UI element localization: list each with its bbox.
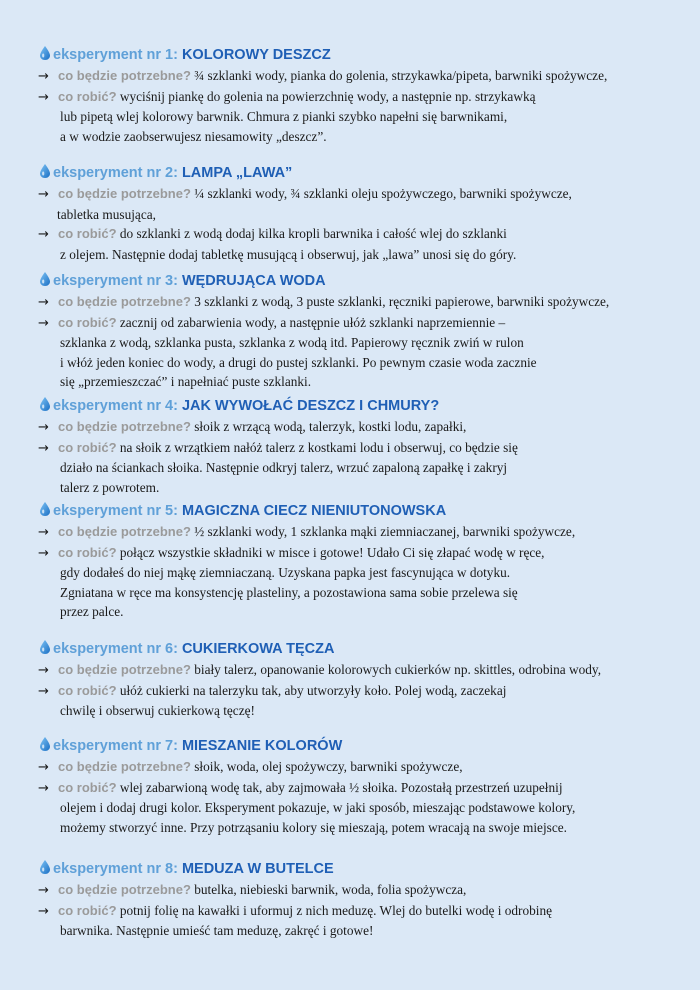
requirements-text: butelka, niebieski barwnik, woda, folia spożywcza, bbox=[194, 882, 467, 897]
instructions-label: co robić? bbox=[58, 779, 117, 795]
water-drop-icon bbox=[38, 501, 52, 517]
requirements-text: 3 szklanki z wodą, 3 puste szklanki, ręczniki papierowe, barwniki spożywcze, bbox=[194, 294, 610, 309]
requirements-label: co będzie potrzebne? bbox=[58, 419, 191, 434]
experiment-title bbox=[38, 500, 678, 522]
experiment-section bbox=[38, 44, 678, 146]
requirements-label: co będzie potrzebne? bbox=[58, 68, 191, 83]
arrow-right-icon: → bbox=[38, 683, 49, 699]
experiment-section bbox=[38, 735, 678, 837]
instructions-text: talerz z powrotem. bbox=[60, 479, 160, 495]
requirements-line bbox=[38, 522, 678, 543]
instructions-text: Zgniatana w ręce ma konsystencję plasteliny, a pozostawiona sama sobie przelewa się bbox=[60, 584, 518, 600]
water-drop-icon bbox=[38, 736, 52, 752]
arrow-right-icon: → bbox=[38, 663, 49, 678]
experiment-name: MIESZANIE KOLORÓW bbox=[181, 738, 343, 754]
instructions-line bbox=[38, 224, 678, 245]
instructions-text: działo na ściankach słoika. Następnie odkryj talerz, wrzuć zapaloną zapałkę i zakryj bbox=[60, 460, 508, 476]
requirements-line bbox=[38, 184, 678, 205]
instructions-text: na słoik z wrzątkiem nałóż talerz z kostkami lodu i obserwuj, co będzie się bbox=[119, 439, 518, 455]
instructions-label: co robić? bbox=[58, 88, 117, 104]
experiment-name: MEDUZA W BUTELCE bbox=[181, 861, 334, 877]
water-drop-icon bbox=[38, 396, 52, 412]
instructions-text: potnij folię na kawałki i uformuj z nich meduzę. Wlej do butelki wodę i odrobinę bbox=[119, 902, 553, 918]
instructions-continuation bbox=[38, 798, 678, 818]
instructions-text: połącz wszystkie składniki w misce i gotowe! Udało Ci się złapać wodę w ręce, bbox=[119, 544, 545, 560]
requirements-text: ¾ szklanki wody, pianka do golenia, strzykawka/pipeta, barwniki spożywcze, bbox=[194, 68, 608, 83]
experiment-title bbox=[38, 638, 678, 660]
instructions-label: co robić? bbox=[58, 902, 117, 918]
experiment-title bbox=[38, 270, 678, 292]
instructions-text: gdy dodałeś do niej mąkę ziemniaczaną. Uzyskana papka jest fascynująca w dotyku. bbox=[60, 565, 511, 581]
experiment-name: JAK WYWOŁAĆ DESZCZ I CHMURY? bbox=[181, 398, 440, 414]
instructions-text: wlej zabarwioną wodę tak, aby zajmowała ½ słoika. Pozostałą przestrzeń uzupełnij bbox=[119, 779, 563, 795]
instructions-text: się „przemieszczać” i napełniać puste szklanki. bbox=[60, 374, 312, 390]
arrow-right-icon: → bbox=[38, 420, 49, 435]
instructions-continuation bbox=[38, 701, 678, 721]
instructions-continuation bbox=[38, 921, 678, 941]
instructions-text: przez palce. bbox=[60, 604, 124, 620]
instructions-continuation bbox=[38, 818, 678, 838]
experiment-section bbox=[38, 395, 678, 497]
requirements-text: tabletka musująca, bbox=[57, 206, 156, 222]
requirements-text: ¼ szklanki wody, ¾ szklanki oleju spożywczego, barwniki spożywcze, bbox=[194, 186, 572, 201]
water-drop-icon bbox=[38, 859, 52, 875]
experiment-title bbox=[38, 735, 678, 757]
instructions-continuation bbox=[38, 602, 678, 622]
arrow-right-icon: → bbox=[38, 883, 49, 898]
arrow-right-icon: → bbox=[38, 89, 49, 105]
experiment-number: eksperyment nr 7: bbox=[53, 738, 178, 754]
experiment-section bbox=[38, 500, 678, 622]
instructions-line bbox=[38, 901, 678, 922]
instructions-text: chwilę i obserwuj cukierkową tęczę! bbox=[60, 703, 255, 719]
arrow-right-icon: → bbox=[38, 545, 49, 561]
experiment-title bbox=[38, 44, 678, 66]
arrow-right-icon: → bbox=[38, 227, 49, 243]
water-drop-icon bbox=[38, 271, 52, 287]
instructions-continuation bbox=[38, 353, 678, 373]
requirements-line bbox=[38, 292, 678, 313]
experiment-number: eksperyment nr 3: bbox=[53, 273, 178, 289]
instructions-label: co robić? bbox=[58, 439, 117, 455]
experiment-number: eksperyment nr 1: bbox=[53, 47, 178, 63]
requirements-line bbox=[38, 66, 678, 87]
arrow-right-icon: → bbox=[38, 440, 49, 456]
instructions-line bbox=[38, 681, 678, 702]
instructions-line bbox=[38, 313, 678, 334]
experiment-name: WĘDRUJĄCA WODA bbox=[181, 273, 326, 289]
experiment-title bbox=[38, 395, 678, 417]
instructions-line bbox=[38, 87, 678, 108]
experiment-name: KOLOROWY DESZCZ bbox=[181, 47, 331, 63]
experiment-section bbox=[38, 638, 678, 721]
water-drop-icon bbox=[38, 45, 52, 61]
requirements-label: co będzie potrzebne? bbox=[58, 524, 191, 539]
requirements-text: biały talerz, opanowanie kolorowych cukierków np. skittles, odrobina wody, bbox=[194, 662, 602, 677]
requirements-text: słoik, woda, olej spożywczy, barwniki spożywcze, bbox=[194, 759, 463, 774]
experiment-section bbox=[38, 162, 678, 264]
instructions-label: co robić? bbox=[58, 544, 117, 560]
instructions-text: i włóż jeden koniec do wody, a drugi do pustej szklanki. Po pewnym czasie woda zacznie bbox=[60, 354, 537, 370]
instructions-label: co robić? bbox=[58, 314, 117, 330]
instructions-continuation bbox=[38, 372, 678, 392]
instructions-continuation bbox=[38, 478, 678, 498]
water-drop-icon bbox=[38, 163, 52, 179]
instructions-text: wyciśnij piankę do golenia na powierzchnię wody, a następnie np. strzykawką bbox=[119, 88, 536, 104]
instructions-text: lub pipetą wlej kolorowy barwnik. Chmura z pianki szybko napełni się barwnikami, bbox=[60, 109, 508, 125]
instructions-line bbox=[38, 438, 678, 459]
arrow-right-icon: → bbox=[38, 780, 49, 796]
arrow-right-icon: → bbox=[38, 525, 49, 540]
arrow-right-icon: → bbox=[38, 187, 49, 202]
instructions-continuation bbox=[38, 583, 678, 603]
experiment-name: CUKIERKOWA TĘCZA bbox=[181, 641, 335, 657]
instructions-text: barwnika. Następnie umieść tam meduzę, zakręć i gotowe! bbox=[60, 923, 374, 939]
requirements-label: co będzie potrzebne? bbox=[58, 882, 191, 897]
requirements-line bbox=[38, 757, 678, 778]
instructions-label: co robić? bbox=[58, 682, 117, 698]
instructions-text: szklanka z wodą, szklanka pusta, szklanka z wodą itd. Papierowy ręcznik zwiń w rulon bbox=[60, 335, 524, 351]
instructions-continuation bbox=[38, 458, 678, 478]
instructions-continuation bbox=[38, 107, 678, 127]
requirements-line bbox=[38, 417, 678, 438]
instructions-text: możemy stworzyć inne. Przy potrząsaniu kolory się mieszają, potem wracają na swoje miejsce. bbox=[60, 819, 567, 835]
arrow-right-icon: → bbox=[38, 903, 49, 919]
experiment-name: MAGICZNA CIECZ NIENIUTONOWSKA bbox=[181, 503, 447, 519]
experiment-number: eksperyment nr 5: bbox=[53, 503, 178, 519]
instructions-continuation bbox=[38, 245, 678, 265]
requirements-label: co będzie potrzebne? bbox=[58, 759, 191, 774]
experiment-title bbox=[38, 162, 678, 184]
experiment-name: LAMPA „LAWA” bbox=[181, 165, 293, 181]
experiment-section bbox=[38, 858, 678, 941]
experiment-number: eksperyment nr 6: bbox=[53, 641, 178, 657]
experiment-number: eksperyment nr 8: bbox=[53, 861, 178, 877]
experiment-title bbox=[38, 858, 678, 880]
instructions-line bbox=[38, 543, 678, 564]
instructions-continuation bbox=[38, 127, 678, 147]
instructions-text: do szklanki z wodą dodaj kilka kropli barwnika i całość wlej do szklanki bbox=[119, 226, 507, 242]
water-drop-icon bbox=[38, 639, 52, 655]
requirements-line bbox=[38, 660, 678, 681]
instructions-line bbox=[38, 778, 678, 799]
instructions-text: olejem i dodaj drugi kolor. Eksperyment pokazuje, w jaki sposób, mieszając podstawowe kolory, bbox=[60, 800, 576, 816]
arrow-right-icon: → bbox=[38, 315, 49, 331]
instructions-text: zacznij od zabarwienia wody, a następnie ułóż szklanki naprzemiennie – bbox=[119, 314, 506, 330]
experiment-section bbox=[38, 270, 678, 392]
requirements-label: co będzie potrzebne? bbox=[58, 186, 191, 201]
requirements-text: ½ szklanki wody, 1 szklanka mąki ziemniaczanej, barwniki spożywcze, bbox=[194, 524, 576, 539]
experiment-number: eksperyment nr 4: bbox=[53, 398, 178, 414]
experiment-number: eksperyment nr 2: bbox=[53, 165, 178, 181]
requirements-line bbox=[38, 880, 678, 901]
instructions-text: z olejem. Następnie dodaj tabletkę musującą i obserwuj, jak „lawa” unosi się do góry. bbox=[60, 246, 517, 262]
arrow-right-icon: → bbox=[38, 69, 49, 84]
instructions-continuation bbox=[38, 563, 678, 583]
instructions-label: co robić? bbox=[58, 226, 117, 242]
requirements-label: co będzie potrzebne? bbox=[58, 294, 191, 309]
instructions-text: a w wodzie zaobserwujesz niesamowity „deszcz”. bbox=[60, 128, 327, 144]
instructions-text: ułóż cukierki na talerzyku tak, aby utworzyły koło. Polej wodą, zaczekaj bbox=[119, 682, 507, 698]
instructions-continuation bbox=[38, 333, 678, 353]
requirements-label: co będzie potrzebne? bbox=[58, 662, 191, 677]
arrow-right-icon: → bbox=[38, 760, 49, 775]
arrow-right-icon: → bbox=[38, 295, 49, 310]
requirements-text: słoik z wrzącą wodą, talerzyk, kostki lodu, zapałki, bbox=[194, 419, 467, 434]
requirements-continuation bbox=[38, 205, 678, 225]
